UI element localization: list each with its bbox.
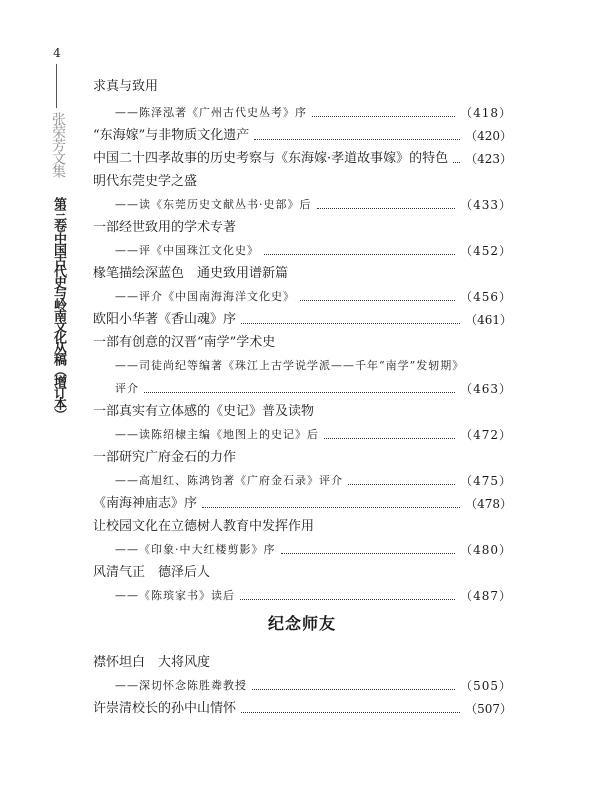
toc-entry (115, 380, 512, 398)
leader-dots (241, 322, 460, 324)
page-ref: （505） (460, 679, 512, 693)
leader-dots (317, 207, 456, 209)
toc-entry-heading (93, 518, 314, 536)
toc-entry-heading (93, 78, 158, 96)
page-ref: （463） (460, 382, 512, 396)
toc-entry (115, 288, 512, 306)
toc-entry (115, 426, 512, 444)
leader-dots (240, 598, 455, 600)
leader-dots (252, 688, 455, 690)
leader-dots (348, 483, 455, 485)
toc-entry-heading (93, 173, 197, 191)
toc-entry (115, 472, 512, 490)
page-ref: （452） (460, 244, 512, 258)
toc-entry-heading (93, 564, 210, 582)
entry-title: 欧阳小华著《香山魂》序 (93, 312, 237, 327)
toc-entry (93, 127, 512, 145)
entry-title: ——读《东莞历史文献丛书·史部》后 (115, 198, 312, 211)
toc-entry (115, 541, 512, 559)
leader-dots (202, 506, 460, 508)
page-ref: （423） (465, 152, 512, 166)
toc-entry-heading (93, 654, 210, 672)
leader-dots (241, 711, 460, 713)
toc-entry-heading (93, 334, 275, 352)
leader-dots (300, 299, 455, 301)
toc-entry-heading (93, 403, 314, 421)
entry-title: 一部有创意的汉晋“南学”学术史 (93, 335, 276, 350)
leader-dots (144, 391, 455, 393)
entry-title: ——《陈瑸家书》读后 (115, 589, 235, 602)
entry-title: 一部研究广府金石的力作 (93, 450, 237, 465)
toc-entry (93, 150, 512, 168)
entry-title: ——评《中国珠江文化史》 (115, 244, 259, 257)
series-title: 张荣芳文集 (50, 112, 66, 177)
entry-title: ——司徒尚纪等编著《珠江上古学说学派——千年“南学”发轫期》 (115, 359, 465, 372)
entry-title: ——陈泽泓著《广州古代史丛考》序 (115, 106, 307, 119)
page-ref: （478） (465, 497, 512, 511)
page-ref: （433） (460, 198, 512, 212)
entry-title: ——深切怀念陈胜粦教授 (115, 679, 247, 692)
entry-title: 一部真实有立体感的《史记》普及读物 (93, 404, 315, 419)
toc-entry (115, 242, 512, 260)
entry-title: 风清气正 德泽后人 (93, 565, 211, 580)
volume-label: 第三卷 (51, 197, 66, 230)
page-ref: （480） (460, 543, 512, 557)
entry-title: ——读陈绍棣主编《地图上的史记》后 (115, 428, 319, 441)
toc-entry (115, 196, 512, 214)
page-number: 4 (53, 46, 61, 60)
entry-title: 评介 (115, 382, 139, 395)
entry-title: “东海嫁”与非物质文化遗产 (93, 128, 250, 143)
leader-dots (312, 115, 455, 117)
page-ref: （420） (465, 129, 512, 143)
page-ref: （418） (460, 106, 512, 120)
toc-entry (93, 700, 512, 718)
toc-entry (93, 311, 512, 329)
toc-entry (115, 677, 512, 695)
entry-title: 椽笔描绘深蓝色 通史致用谱新篇 (93, 266, 289, 281)
toc-entry-heading (93, 265, 288, 283)
volume-subtitle: 中国古代史与岭南文化丛稿（增订本） (51, 232, 66, 419)
page-ref: （461） (465, 313, 512, 327)
leader-dots (281, 552, 456, 554)
entry-title: 让校园文化在立德树人教育中发挥作用 (93, 519, 315, 534)
entry-title: ——评介《中国南海海洋文化史》 (115, 290, 295, 303)
entry-title: 襟怀坦白 大将风度 (93, 655, 211, 670)
toc-entry (115, 104, 512, 122)
entry-title: ——高旭红、陈鸿钧著《广府金石录》评介 (115, 474, 343, 487)
page-ref: （475） (460, 474, 512, 488)
page-ref: （507） (465, 702, 512, 716)
entry-title: ——《印象·中大红楼剪影》序 (115, 543, 276, 556)
page-ref: （456） (460, 290, 512, 304)
toc-entry-heading (93, 219, 236, 237)
toc-entry-subtitle (115, 357, 464, 375)
page-ref: （472） (460, 428, 512, 442)
page-ref: （487） (460, 589, 512, 603)
toc-entry (115, 587, 512, 605)
entry-title: 许崇清校长的孙中山情怀 (93, 701, 237, 716)
toc-entry-heading (93, 449, 236, 467)
leader-dots (264, 253, 455, 255)
entry-title: 明代东莞史学之盛 (93, 174, 198, 189)
section-title: 纪念师友 (267, 614, 336, 633)
entry-title: 《南海神庙志》序 (93, 496, 198, 511)
entry-title: 求真与致用 (93, 79, 159, 94)
entry-title: 中国二十四孝故事的历史考察与《东海嫁·孝道故事嫁》的特色 (93, 151, 449, 166)
entry-title: 一部经世致用的学术专著 (93, 220, 237, 235)
leader-dots (254, 138, 460, 140)
leader-dots (324, 437, 455, 439)
leader-dots (453, 161, 460, 163)
toc-entry (93, 495, 512, 513)
